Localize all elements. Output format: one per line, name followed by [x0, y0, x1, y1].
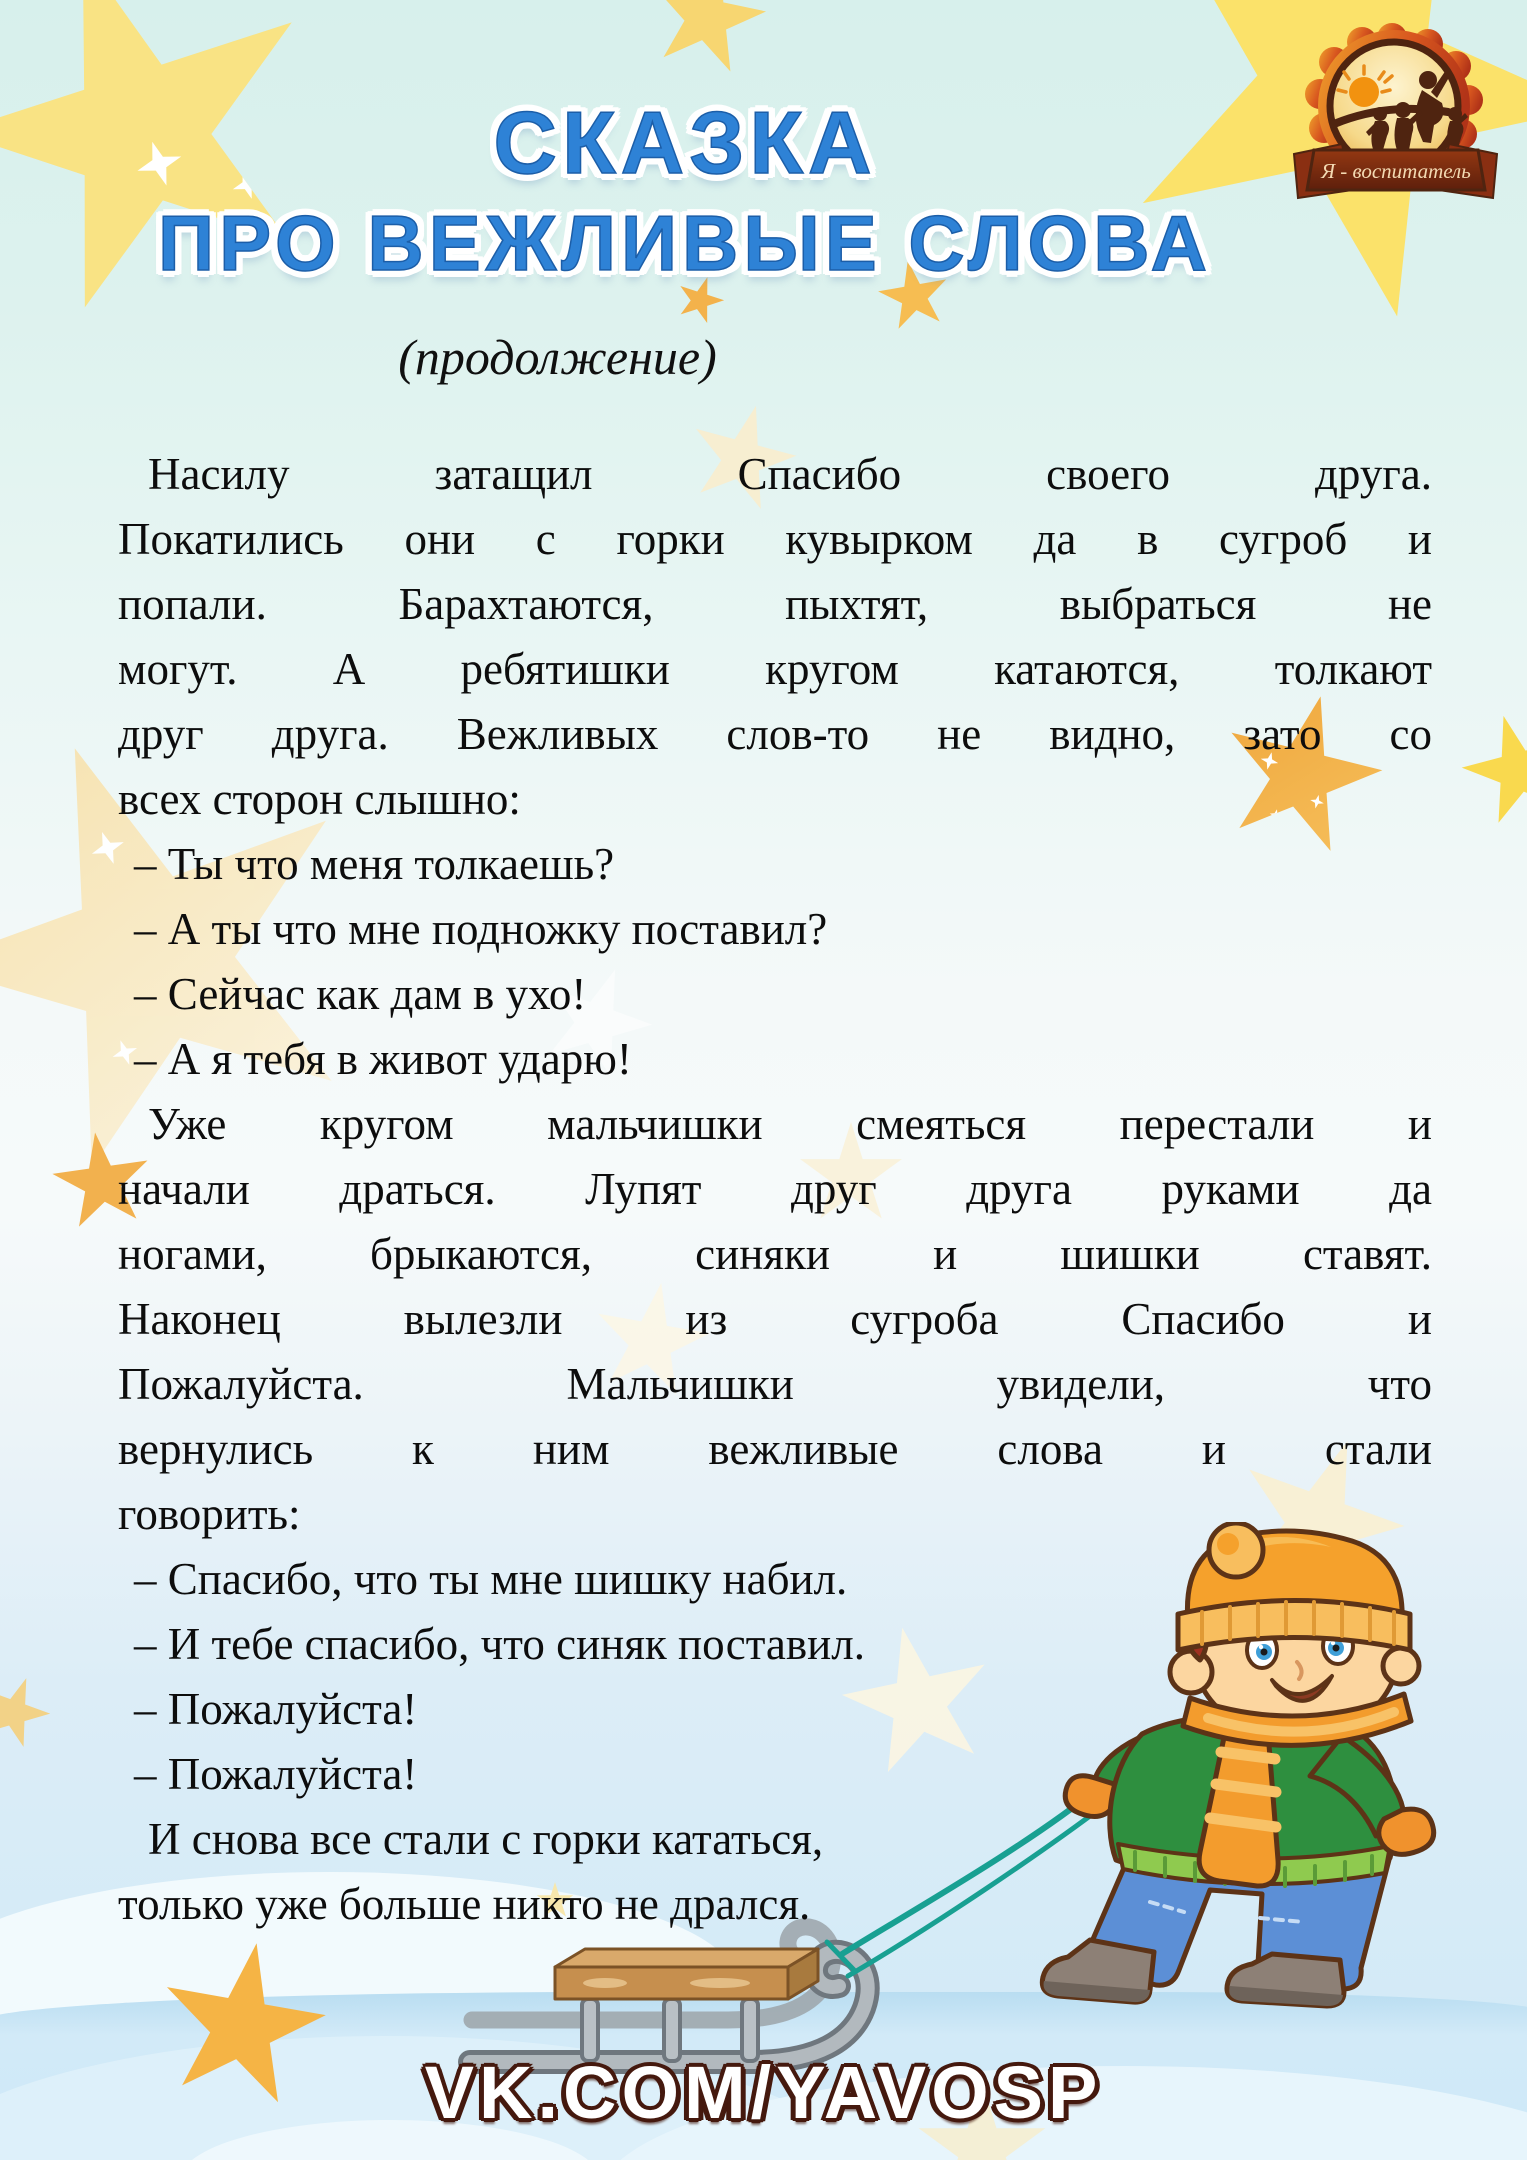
logo-ribbon	[1294, 144, 1497, 198]
story-line: друг друга. Вежливых слов-то не видно, зато со	[118, 709, 1432, 759]
dialogue-line: – Пожалуйста!	[134, 1749, 418, 1799]
story-line: Покатились они с горки кувырком да в сугроб и	[118, 514, 1432, 564]
story-line: ногами, брыкаются, синяки и шишки ставят.	[118, 1229, 1432, 1279]
footer-url: VK.COM/YAVOSP	[424, 2051, 1103, 2134]
story-line: Наконец вылезли из сугроба Спасибо и	[118, 1294, 1432, 1344]
page-subtitle: (продолжение)	[398, 329, 717, 385]
dialogue-line: – А я тебя в живот ударю!	[134, 1034, 632, 1084]
story-line: всех сторон слышно:	[118, 774, 521, 824]
sled-icon	[470, 1927, 868, 2062]
star-decoration	[1449, 701, 1527, 838]
story-text	[118, 442, 1432, 1937]
dialogue-line: – Сейчас как дам в ухо!	[134, 969, 587, 1019]
logo-ribbon-text: Я - воспитатель	[1321, 159, 1471, 183]
dialogue-line: – А ты что мне подножку поставил?	[134, 904, 828, 954]
page-title-line1: СКАЗКА	[493, 93, 877, 192]
story-line: И снова все стали с горки кататься,	[148, 1814, 824, 1864]
dialogue-line: – И тебе спасибо, что синяк поставил.	[134, 1619, 865, 1669]
page-title-line2: ПРО ВЕЖЛИВЫЕ СЛОВА	[158, 199, 1212, 287]
story-line: Уже кругом мальчишки смеяться перестали и	[148, 1099, 1432, 1149]
ya-vospitatel-logo	[1288, 18, 1503, 208]
star-decoration	[637, 0, 777, 87]
story-line: начали драться. Лупят друг друга руками да	[118, 1164, 1432, 1214]
dialogue-line: – Пожалуйста!	[134, 1684, 418, 1734]
story-line: вернулись к ним вежливые слова и стали	[118, 1424, 1432, 1474]
story-line: говорить:	[118, 1489, 301, 1539]
story-line: попали. Барахтаются, пыхтят, выбраться не	[118, 579, 1432, 629]
story-line: Насилу затащил Спасибо своего друга.	[148, 449, 1432, 499]
story-line: только уже больше никто не дрался.	[118, 1879, 811, 1929]
dialogue-line: – Ты что меня толкаешь?	[134, 839, 615, 889]
dialogue-line: – Спасибо, что ты мне шишку набил.	[134, 1554, 848, 1604]
story-line: Пожалуйста. Мальчишки увидели, что	[118, 1359, 1432, 1409]
story-line: могут. А ребятишки кругом катаются, толкают	[118, 644, 1432, 694]
star-decoration	[0, 1666, 60, 1758]
